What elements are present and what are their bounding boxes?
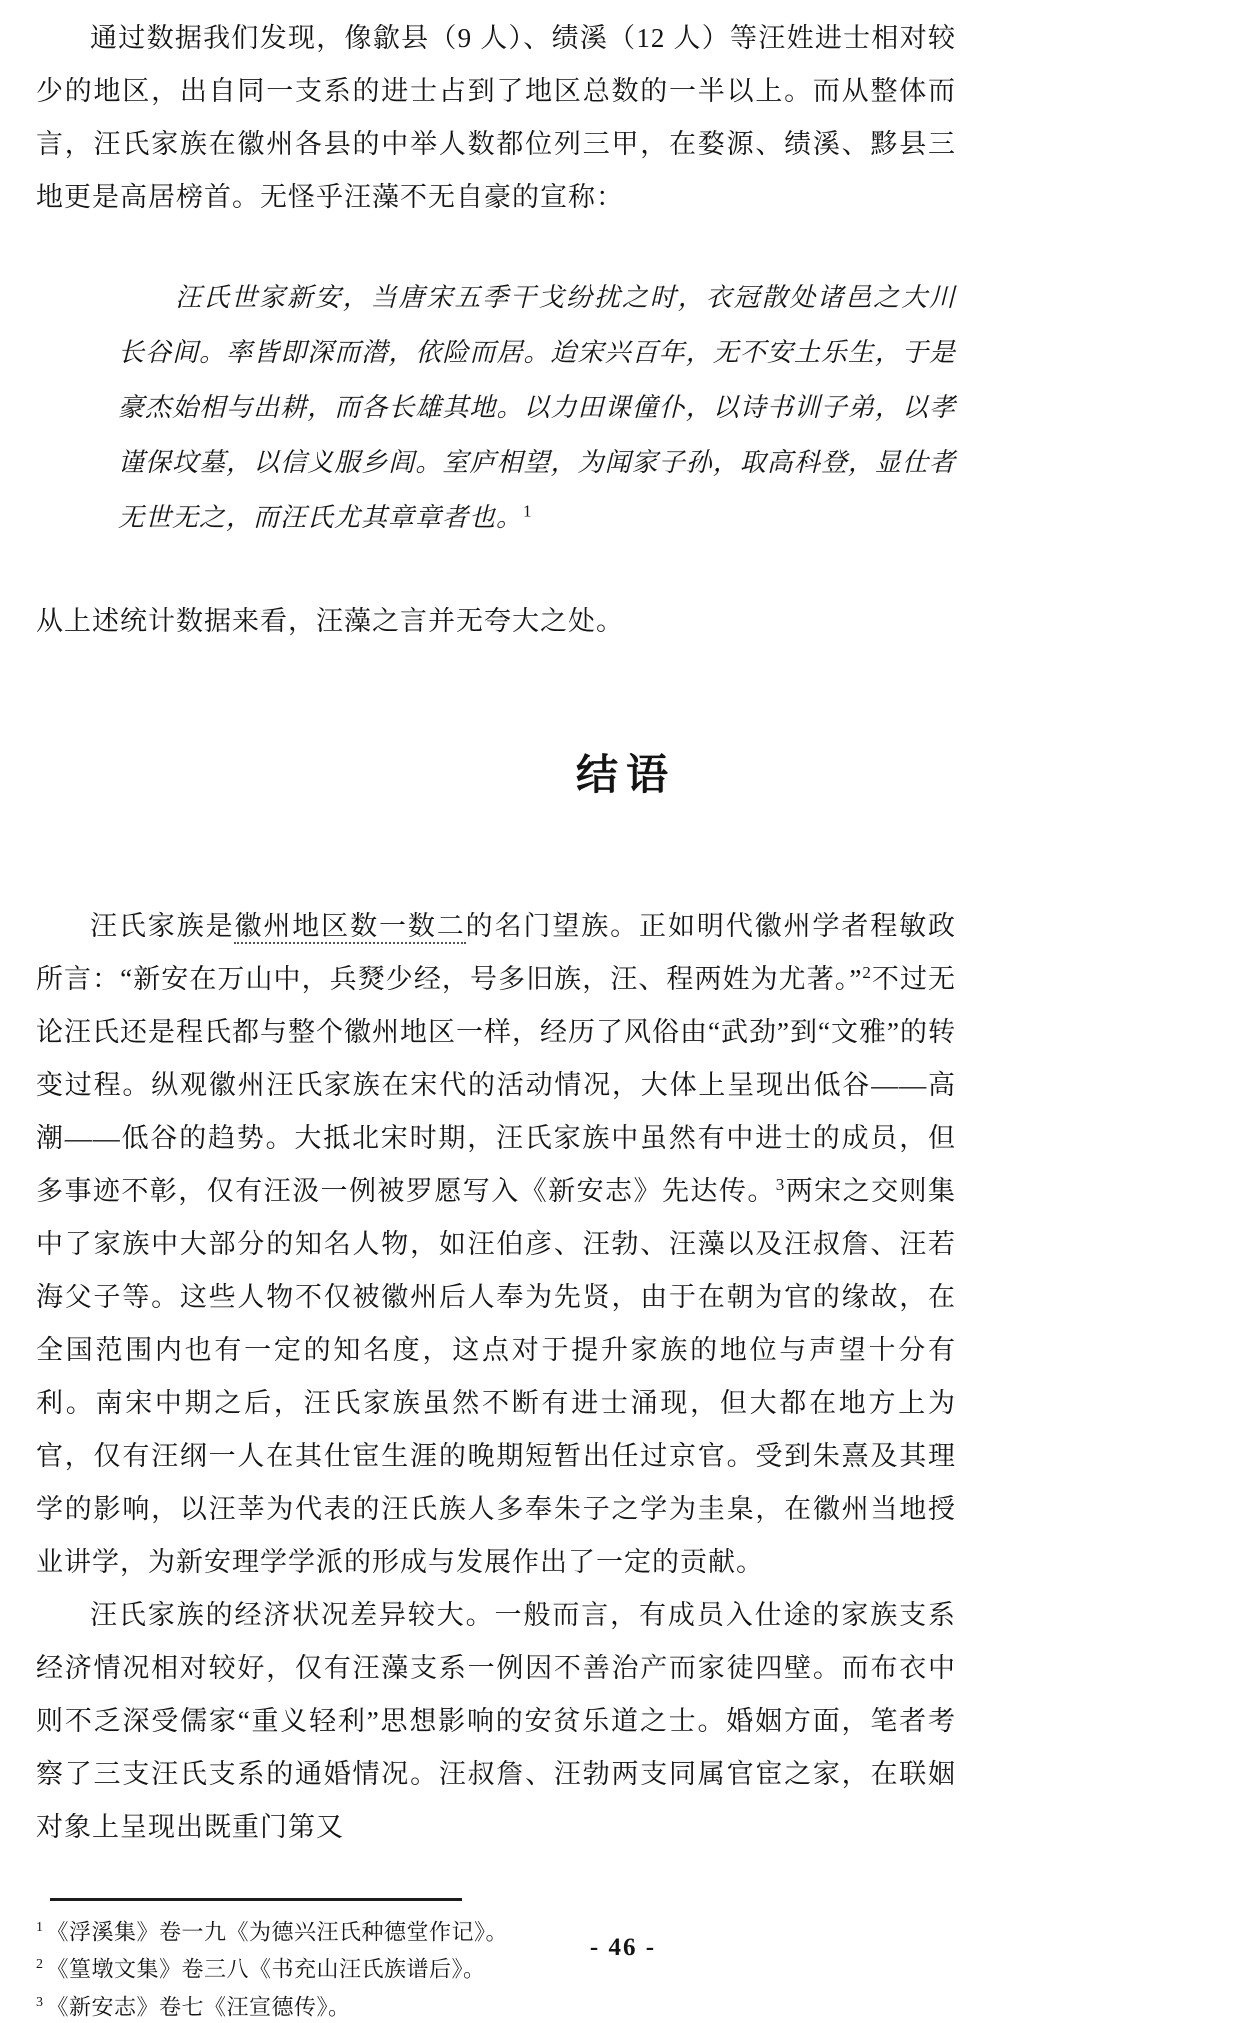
section-heading-conclusion: 结语 [575,753,676,799]
conclusion-p1-seg4: 两宋之交则集中了家族中大部分的知名人物，如汪伯彦、汪勃、汪藻以及汪叔詹、汪若海父子等。这些人物不仅被徽州后人奉为先贤，由于在朝为官的缘故，在全国范围内也有一定的知名度，这点对于提升家族的地位与声望十分有利。南宋中期之后，汪氏家族虽然不断有进士涌现，但大都在地方上为官，仅有汪纲一人在其仕宦生涯的晚期短暂出任过京官。受到朱熹及其理学的影响，以汪莘为代表的汪氏族人多奉朱子之学为圭臬，在徽州当地授业讲学，为新安理学学派的形成与发展作出了一定的贡献。 [36,1176,956,1577]
conclusion-p1-emphasized: 徽州地区数一数二 [234,911,465,944]
footnote-3 [36,1986,956,2023]
block-quote-text: 汪氏世家新安，当唐宋五季干戈纷扰之时，衣冠散处诸邑之大川长谷间。率皆即深而潜，依险而居。迨宋兴百年，无不安土乐生，于是豪杰始相与出耕，而各长雄其地。以力田课僮仆，以诗书训子弟，以孝谨保坟墓，以信义服乡闾。室庐相望，为闻家子孙，取高科登，显仕者无世无之，而汪氏尤其章章者也。 [118,283,956,532]
conclusion-paragraph-1 [36,900,956,1589]
footnote-ref-1: 1 [523,501,533,521]
footnote-separator-rule [50,1898,462,1901]
intro-paragraph: 通过数据我们发现，像歙县（9 人）、绩溪（12 人）等汪姓进士相对较少的地区，出自同一支系的进士占到了地区总数的一半以上。而从整体而言，汪氏家族在徽州各县的中举人数都位列三甲，在婺源、绩溪、黟县三地更是高居榜首。无怪乎汪藻不无自豪的宣称： [36,23,956,212]
footnote-1-marker: 1 [36,1920,44,1935]
footnote-1-text: 《浮溪集》卷一九《为德兴汪氏种德堂作记》。 [46,1919,509,1945]
summary-line: 从上述统计数据来看，汪藻之言并无夸大之处。 [36,606,624,636]
conclusion-paragraph-2: 汪氏家族的经济状况差异较大。一般而言，有成员入仕途的家族支系经济情况相对较好，仅有汪藻支系一例因不善治产而家徒四壁。而布衣中则不乏深受儒家“重义轻利”思想影响的安贫乐道之士。婚姻方面，笔者考察了三支汪氏支系的通婚情况。汪叔詹、汪勃两支同属官宦之家，在联姻对象上呈现出既重门第又 [36,1600,956,1842]
footnote-3-marker: 3 [36,1994,44,2010]
footnote-ref-3: 3 [775,1175,786,1194]
conclusion-p1-seg2: 的名门望族。正如明代徽州学者程敏政所言：“新安在万山中，兵燹少经，号多旧族，汪、程两姓为尤著。” [36,911,957,994]
block-quote [118,270,956,545]
conclusion-p1-seg1: 汪氏家族是 [90,911,235,941]
footnote-2-text: 《篁墩文集》卷三八《书充山汪氏族谱后》。 [46,1956,486,1982]
page-number: - 46 - [589,1934,657,1961]
conclusion-p1-seg3: 不过无论汪氏还是程氏都与整个徽州地区一样，经历了风俗由“武劲”到“文雅”的转变过程。纵观徽州汪氏家族在宋代的活动情况，大体上呈现出低谷——高潮——低谷的趋势。大抵北宋时期，汪氏家族中虽然有中进士的成员，但多事迹不彰，仅有汪汲一例被罗愿写入《新安志》先达传。 [36,964,957,1206]
footnote-3-text: 《新安志》卷七《汪宣德传》。 [46,1993,351,2019]
footnote-2-marker: 2 [36,1957,44,1973]
footnote-ref-2: 2 [862,963,872,982]
